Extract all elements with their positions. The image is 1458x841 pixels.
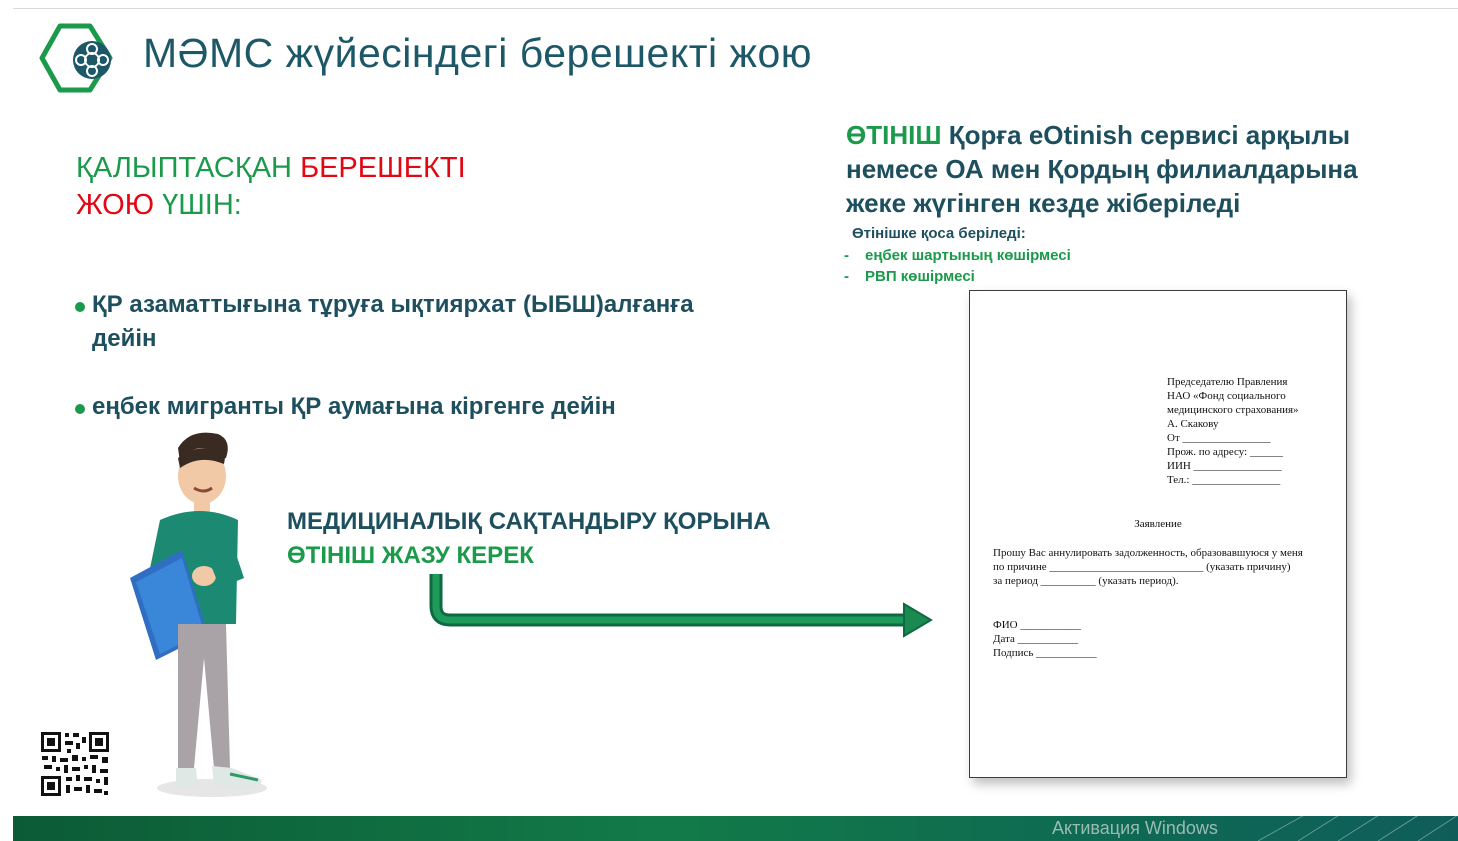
document-line: Прож. по адресу: ______: [1167, 446, 1283, 458]
bullet-dot-icon: [75, 302, 85, 312]
arrow-right-icon: [428, 572, 933, 642]
bullet-text: еңбек мигранты ҚР аумағына кіргенге дейін: [92, 393, 616, 420]
document-line: Председателю Правления: [1167, 376, 1288, 388]
document-line: медицинского страхования»: [1167, 404, 1299, 416]
attachment-text: еңбек шартының көшірмесі: [865, 247, 1071, 264]
document-body: [993, 546, 1338, 588]
document-line: по причине ____________________________ (указать причину): [993, 561, 1291, 573]
right-heading-text: немесе ОА мен Қордың филиалдарына: [846, 154, 1358, 184]
left-heading-word: ҮШІН:: [162, 189, 242, 221]
document-line: ФИО ___________: [993, 619, 1081, 631]
footer-decoration: [1258, 740, 1458, 841]
document-addressee: [1167, 375, 1299, 487]
middle-callout-line: МЕДИЦИНАЛЫҚ САҚТАНДЫРУ ҚОРЫНА: [287, 508, 771, 535]
document-line: Подпись ___________: [993, 647, 1097, 659]
qr-code-icon: [40, 731, 110, 797]
left-heading-word: ЖОЮ: [76, 189, 154, 221]
fund-logo-icon: [38, 22, 124, 94]
document-line: Прошу Вас аннулировать задолженность, образовавшуюся у меня: [993, 547, 1303, 559]
document-line: Дата ___________: [993, 633, 1079, 645]
document-line: Тел.: ________________: [1167, 474, 1281, 486]
left-heading-word: ҚАЛЫПТАСҚАН: [76, 152, 292, 184]
list-item: - РВП көшірмесі: [844, 268, 975, 285]
document-line: А. Скакову: [1167, 418, 1219, 430]
document-heading: Заявление: [1134, 518, 1182, 530]
right-heading-text: жеке жүгінген кезде жіберіледі: [846, 188, 1241, 218]
right-heading-text: Қорға eOtinish сервисі арқылы: [948, 120, 1351, 150]
right-heading: [846, 118, 1446, 220]
application-form-document: [969, 290, 1347, 778]
document-line: ИИН ________________: [1167, 460, 1282, 472]
document-line: От ________________: [1167, 432, 1271, 444]
document-line: НАО «Фонд социального: [1167, 390, 1286, 402]
left-heading-word: БЕРЕШЕКТІ: [300, 152, 466, 184]
list-item: - еңбек шартының көшірмесі: [844, 247, 1071, 264]
footer-bar: [13, 816, 1458, 841]
left-heading: [76, 150, 466, 224]
top-divider: [13, 8, 1458, 9]
bullet-text: ҚР азаматтығына тұруға ықтиярхат (ЫБШ)алғанға: [92, 291, 694, 318]
attachment-text: РВП көшірмесі: [865, 268, 975, 285]
middle-callout: [287, 505, 771, 573]
document-signature: [993, 618, 1097, 660]
bullet-text: дейін: [92, 325, 157, 352]
document-line: за период __________ (указать период).: [993, 575, 1179, 587]
attachments-label: Өтінішке қоса беріледі:: [852, 225, 1026, 242]
person-illustration: [120, 428, 280, 803]
middle-callout-line: ӨТІНІШ ЖАЗУ КЕРЕК: [287, 542, 534, 569]
attachments-list: [844, 245, 1071, 287]
windows-activation-watermark: Активация Windows: [1052, 818, 1218, 838]
bullet-item: [75, 288, 835, 356]
bullet-item: [75, 390, 835, 424]
bullet-dot-icon: [75, 404, 85, 414]
page-title: МӘМС жүйесіндегі берешекті жою: [143, 30, 812, 76]
right-heading-word: ӨТІНІШ: [846, 120, 942, 150]
